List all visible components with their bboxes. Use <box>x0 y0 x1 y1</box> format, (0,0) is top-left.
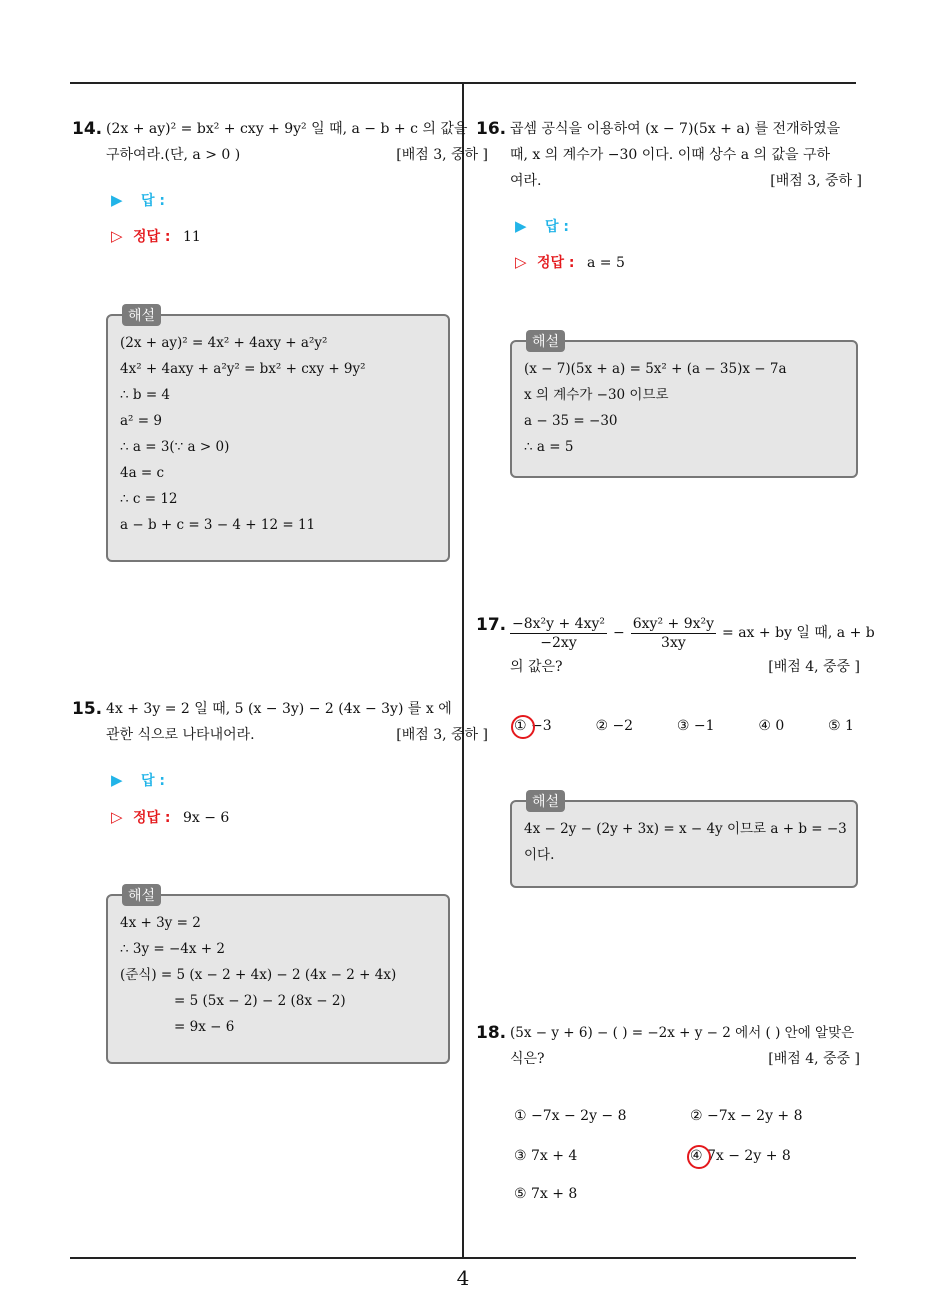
correct-arrow-icon: ▷ <box>515 253 527 271</box>
question-text-line: 때, x 의 계수가 −30 이다. 이때 상수 a 의 값을 구하 <box>510 147 831 163</box>
question-15 <box>72 696 488 748</box>
question-text-line: 곱셈 공식을 이용하여 (x − 7)(5x + a) 를 전개하였을 <box>510 121 841 137</box>
correct-answer-row <box>111 807 229 827</box>
solution-line: (준식) = 5 (x − 2 + 4x) − 2 (4x − 2 + 4x) <box>120 967 397 983</box>
question-14 <box>72 116 488 168</box>
fraction-denominator: −2xy <box>540 634 577 651</box>
fraction-denominator: 3xy <box>661 634 686 651</box>
points-label: [배점 3, 중하 ] <box>396 727 488 743</box>
question-number: 15. <box>72 699 103 719</box>
solution-line: 이다. <box>524 847 555 863</box>
question-text-line: 의 값은? <box>510 659 563 675</box>
question-number: 17. <box>476 615 507 635</box>
fraction-numerator: −8x²y + 4xy² <box>512 615 606 632</box>
correct-value: a = 5 <box>586 255 625 271</box>
option-5[interactable]: ⑤ 1 <box>828 718 854 734</box>
option-4[interactable]: ④ 0 <box>758 718 785 734</box>
question-text-line: (2x + ay)² = bx² + cxy + 9y² 일 때, a − b + c 의 값을 <box>106 121 468 137</box>
question-text-line: 관한 식으로 나타내어라. <box>106 727 255 743</box>
question-16 <box>476 116 892 194</box>
fraction-expression <box>510 612 875 654</box>
answer-label: 답 : <box>545 219 569 235</box>
solution-tag: 해설 <box>122 884 161 906</box>
solution-line: 4x² + 4axy + a²y² = bx² + cxy + 9y² <box>120 361 366 377</box>
question-18 <box>476 1020 860 1072</box>
solution-tag: 해설 <box>122 304 161 326</box>
center-divider <box>462 82 464 1258</box>
fraction-numerator: 6xy² + 9x²y <box>632 615 715 632</box>
solution-line: a − b + c = 3 − 4 + 12 = 11 <box>120 517 316 533</box>
solution-line: a² = 9 <box>120 413 162 429</box>
solution-line: ∴ a = 3(∵ a > 0) <box>120 439 230 455</box>
question-number: 16. <box>476 119 507 139</box>
solution-line: (x − 7)(5x + a) = 5x² + (a − 35)x − 7a <box>524 361 787 377</box>
solution-line: 4a = c <box>120 465 165 481</box>
option-5[interactable]: ⑤ 7x + 8 <box>514 1186 578 1202</box>
points-label: [배점 3, 중하 ] <box>770 173 862 189</box>
correct-label: 정답 : <box>133 229 171 245</box>
selected-circle-mark <box>687 1145 711 1169</box>
solution-line: ∴ 3y = −4x + 2 <box>120 941 225 957</box>
correct-arrow-icon: ▷ <box>111 227 123 245</box>
option-4[interactable]: ④ 7x − 2y + 8 <box>690 1148 791 1164</box>
question-text-line: 식은? <box>510 1051 545 1067</box>
selected-circle-mark <box>511 715 535 739</box>
points-label: [배점 3, 중하 ] <box>396 147 488 163</box>
answer-input-row[interactable] <box>111 190 165 210</box>
question-text-line: 구하여라.(단, a > 0 ) <box>106 147 241 163</box>
answer-label: 답 : <box>141 773 165 789</box>
points-label: [배점 4, 중중 ] <box>768 1051 860 1067</box>
points-label: [배점 4, 중중 ] <box>768 659 860 675</box>
page-number: 4 <box>456 1266 470 1290</box>
minus-sign: − <box>613 625 625 641</box>
answer-arrow-icon: ▶ <box>111 191 123 209</box>
solution-box <box>106 888 450 1064</box>
question-text-line: = ax + by 일 때, a + b <box>722 625 875 641</box>
correct-arrow-icon: ▷ <box>111 808 123 826</box>
solution-line: = 9x − 6 <box>174 1019 235 1035</box>
solution-box <box>106 308 450 562</box>
correct-label: 정답 : <box>133 810 171 826</box>
question-17 <box>476 612 875 680</box>
solution-line: ∴ b = 4 <box>120 387 171 403</box>
correct-label: 정답 : <box>537 255 575 271</box>
option-3[interactable]: ③ 7x + 4 <box>514 1148 578 1164</box>
solution-box <box>510 794 858 888</box>
answer-arrow-icon: ▶ <box>111 771 123 789</box>
solution-line: ∴ c = 12 <box>120 491 178 507</box>
option-1[interactable]: ① −3 <box>514 718 552 734</box>
option-3[interactable]: ③ −1 <box>676 718 715 734</box>
solution-tag: 해설 <box>526 330 565 352</box>
answer-arrow-icon: ▶ <box>515 217 527 235</box>
question-text-line: (5x − y + 6) − ( ) = −2x + y − 2 에서 ( ) 안에 알맞은 <box>510 1025 855 1041</box>
correct-answer-row <box>111 226 201 246</box>
bottom-rule <box>70 1257 856 1259</box>
solution-line: 4x + 3y = 2 <box>120 915 201 931</box>
option-2[interactable]: ② −2 <box>595 718 634 734</box>
question-number: 14. <box>72 119 103 139</box>
solution-line: = 5 (5x − 2) − 2 (8x − 2) <box>174 993 346 1009</box>
solution-line: (2x + ay)² = 4x² + 4axy + a²y² <box>120 335 328 351</box>
question-number: 18. <box>476 1023 507 1043</box>
question-text-line: 4x + 3y = 2 일 때, 5 (x − 3y) − 2 (4x − 3y) 를 x 에 <box>106 701 452 717</box>
answer-input-row[interactable] <box>111 770 165 790</box>
options-row <box>514 718 854 734</box>
correct-answer-row <box>515 252 625 272</box>
question-text-line: 여라. <box>510 173 542 189</box>
option-2[interactable]: ② −7x − 2y + 8 <box>690 1108 803 1124</box>
solution-box <box>510 334 858 478</box>
solution-line: x 의 계수가 −30 이므로 <box>524 387 669 403</box>
solution-tag: 해설 <box>526 790 565 812</box>
correct-value: 9x − 6 <box>182 810 230 826</box>
answer-label: 답 : <box>141 193 165 209</box>
option-1[interactable]: ① −7x − 2y − 8 <box>514 1108 627 1124</box>
solution-line: 4x − 2y − (2y + 3x) = x − 4y 이므로 a + b = −3 <box>524 821 847 837</box>
solution-line: a − 35 = −30 <box>524 413 618 429</box>
solution-line: ∴ a = 5 <box>524 439 574 455</box>
correct-value: 11 <box>182 229 201 245</box>
answer-input-row[interactable] <box>515 216 569 236</box>
